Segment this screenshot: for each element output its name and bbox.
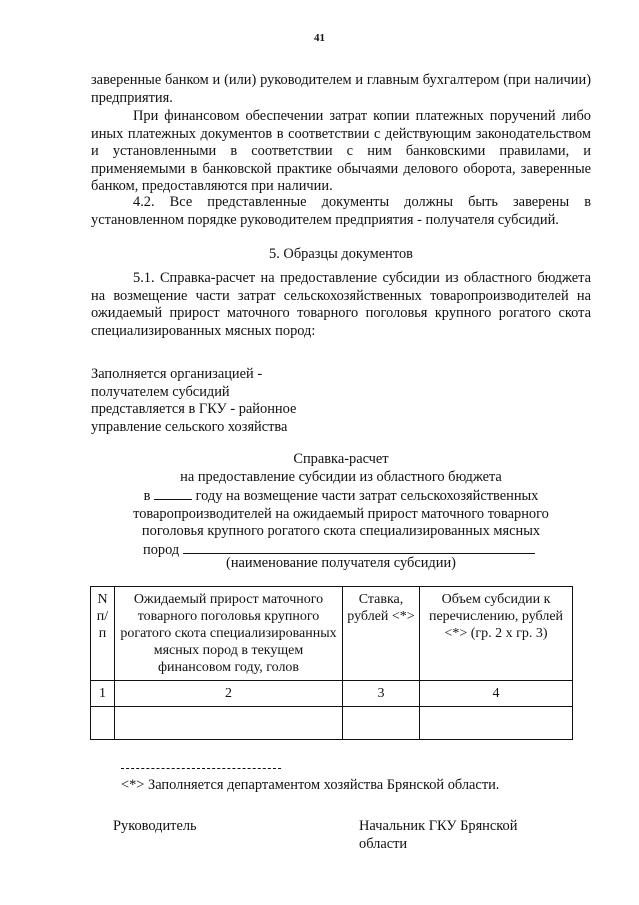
table-cell[interactable] xyxy=(91,707,115,740)
header-cell: Ставка, рублей <*> xyxy=(343,587,420,681)
form-title-line: товаропроизводителей на ожидаемый прирост маточного товарного xyxy=(133,505,549,522)
paragraph-payment-copies: При финансовом обеспечении затрат копии платежных поручений либо иных платежных документов в соответствии с действующим законодательством и установленными в соответствии с ним банковскими правилами, и применяемыми в банковской практике обычаями делового оборота, заверенные банком, предоставляются при наличии. xyxy=(91,108,591,194)
year-blank-field[interactable] xyxy=(154,486,192,500)
table-cell[interactable] xyxy=(343,707,420,740)
table-header-row xyxy=(91,587,573,681)
signature-left: Руководитель xyxy=(113,818,197,834)
paragraph-continuation: заверенные банком и (или) руководителем и главным бухгалтером (при наличии) предприятия. xyxy=(91,72,591,106)
form-title-line: поголовья крупного рогатого скота специализированных мясных xyxy=(141,523,541,539)
table-row-numbers xyxy=(91,681,573,707)
table-cell[interactable] xyxy=(420,707,573,740)
signature-right: Начальник ГКУ Брянской области xyxy=(359,818,518,852)
form-title-block xyxy=(91,451,591,541)
page-number: 41 xyxy=(314,32,325,44)
section-heading: 5. Образцы документов xyxy=(269,246,413,262)
form-text: в xyxy=(143,488,151,504)
column-number: 1 xyxy=(91,681,115,707)
table-row-empty xyxy=(91,707,573,740)
form-text: пород xyxy=(143,542,180,558)
footnote-rule xyxy=(121,768,281,769)
table-cell[interactable] xyxy=(115,707,343,740)
paragraph-5-1: 5.1. Справка-расчет на предоставление субсидии из областного бюджета на возмещение части затрат сельскохозяйственных товаропроизводителей на ожидаемый прирост маточного товарного поголовья крупного рогатого скота специализированных мясных пород: xyxy=(91,270,591,339)
form-title: Справка-расчет xyxy=(293,451,389,467)
instruction-line: Заполняется организацией - xyxy=(91,366,263,382)
instruction-line: управление сельского хозяйства xyxy=(91,418,288,435)
column-number: 2 xyxy=(115,681,343,707)
form-text: году на возмещение части затрат сельскохозяйственных xyxy=(195,488,539,504)
recipient-blank-field[interactable] xyxy=(183,540,535,554)
paragraph-4-2: 4.2. Все представленные документы должны быть заверены в установленном порядке руководителем предприятия - получателя субсидий. xyxy=(91,194,591,228)
form-title-line-year xyxy=(91,486,591,506)
instruction-line: представляется в ГКУ - районное xyxy=(91,401,297,417)
header-cell: Объем субсидии к перечислению, рублей <*> (гр. 2 x гр. 3) xyxy=(420,587,573,681)
instruction-line: получателем субсидий xyxy=(91,383,230,400)
fill-instructions xyxy=(91,366,591,436)
column-number: 3 xyxy=(343,681,420,707)
calculation-table xyxy=(90,586,573,740)
header-cell: Ожидаемый прирост маточного товарного поголовья крупного рогатого скота специализированных мясных пород в текущем финансовом году, голов xyxy=(115,587,343,681)
column-number: 4 xyxy=(420,681,573,707)
form-title-line: на предоставление субсидии из областного бюджета xyxy=(180,468,502,485)
recipient-caption: (наименование получателя субсидии) xyxy=(226,555,456,571)
footnote: <*> Заполняется департаментом хозяйства Брянской области. xyxy=(121,777,500,793)
header-cell: N п/п xyxy=(91,587,115,681)
